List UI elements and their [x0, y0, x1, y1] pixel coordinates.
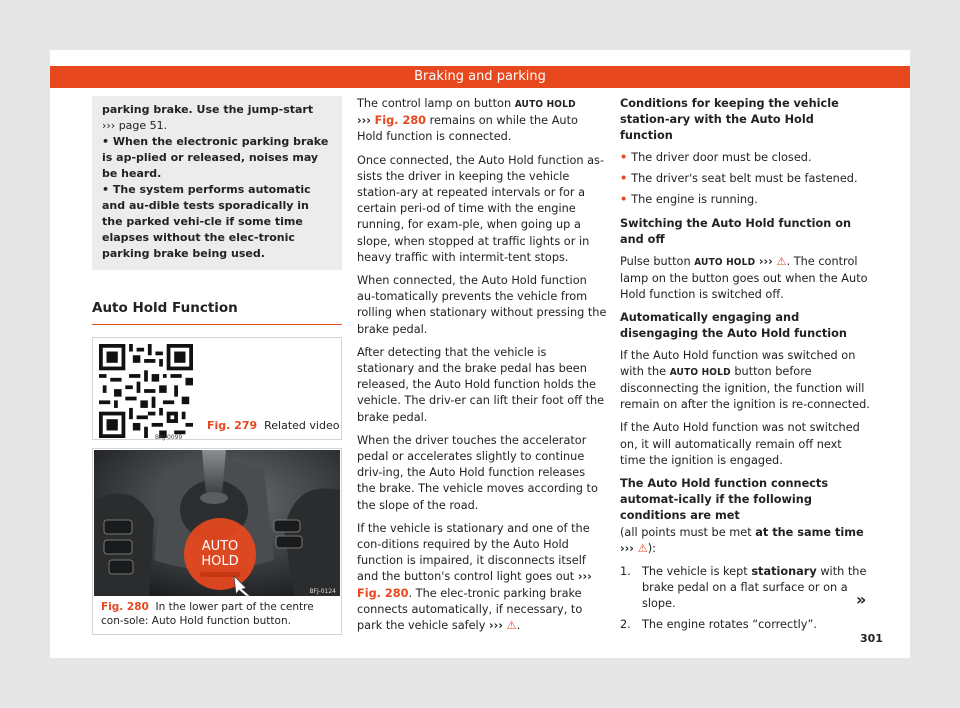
figure-caption-text: In the lower part of the centre con-sole: Auto Hold function button.: [101, 601, 314, 628]
paragraph: When the driver touches the accelerator pedal or accelerates slightly to continue driv-ing, the Auto Hold function releases the brake. The vehicle moves according to the slope of the road.: [357, 433, 598, 512]
note-bullet-2: • The system performs automatic and au-dible tests sporadically in the parked vehi-cle if some time elapses without the elec-tronic parking brake being used.: [102, 183, 311, 260]
paragraph: Once connected, the Auto Hold function as-sists the driver in keeping the vehicle station-ary at repeated intervals or for a certain peri-od of time with the engine running, for exam-ple, when going up a slope, when stopped at traffic lights or in heavy traffic with intermit-tent stops.: [357, 153, 605, 264]
auto-hold-label-line2: HOLD: [201, 554, 239, 570]
paragraph: If the vehicle is stationary and one of the con-ditions required by the Auto Hold function is impaired, it disconnects itself and the button's control light goes out ››› Fig. 280. The elec-tronic parking brake connects automatically, if necessary, to park the vehicle safely ››› ⚠.: [357, 521, 592, 633]
page-number: 301: [860, 632, 883, 645]
bullet-icon: •: [620, 171, 628, 185]
subheading: Conditions for keeping the vehicle station-ary with the Auto Hold function: [620, 97, 839, 143]
column-left: [92, 96, 342, 635]
chapter-header: Braking and parking: [50, 66, 910, 88]
paragraph: When connected, the Auto Hold function au-tomatically prevents the vehicle from rolling when stationary without pressing the brake pedal.: [357, 274, 607, 336]
paragraph: (all points must be met at the same time ››› ⚠):: [620, 525, 864, 555]
auto-hold-button-symbol: AUTO HOLD: [669, 366, 731, 378]
figure-link[interactable]: Fig. 280: [374, 114, 427, 128]
note-box: [92, 96, 342, 270]
note-intro: parking brake. Use the jump-start: [102, 103, 314, 116]
paragraph: The control lamp on button AUTO HOLD ››› Fig. 280 remains on while the Auto Hold function is connected.: [357, 97, 578, 144]
subheading: Switching the Auto Hold function on and off: [620, 217, 852, 247]
column-middle: [357, 96, 607, 641]
subheading: Automatically engaging and disengaging the Auto Hold function: [620, 311, 847, 341]
warning-icon[interactable]: ⚠: [637, 541, 648, 555]
auto-hold-button-symbol: AUTO HOLD: [514, 99, 576, 110]
paragraph: If the Auto Hold function was switched on with the AUTO HOLD button before disconnecting the ignition, the function will remain on after the ignition is re-connected.: [620, 348, 870, 412]
paragraph: Pulse button AUTO HOLD ››› ⚠. The control lamp on the button goes out when the Auto Hold function is switched off.: [620, 254, 868, 302]
figure-279: [92, 337, 342, 440]
bullet-item: • The driver's seat belt must be fastened.: [620, 171, 858, 185]
centre-console-photo: [94, 450, 340, 596]
bullet-item: • The driver door must be closed.: [620, 150, 812, 164]
figure-caption-text: Related video: [264, 419, 340, 433]
section-title: Auto Hold Function: [92, 300, 342, 325]
column-right: [620, 96, 870, 637]
qr-code-icon[interactable]: [99, 344, 193, 438]
warning-icon[interactable]: ⚠: [776, 254, 787, 268]
auto-hold-label-line1: AUTO: [201, 539, 239, 555]
page-link[interactable]: ››› page 51.: [102, 119, 168, 132]
continue-arrow-icon: »: [856, 590, 867, 609]
figure-number: Fig. 279: [207, 419, 258, 433]
figure-caption: [101, 600, 335, 628]
subheading: The Auto Hold function connects automat-ically if the following conditions are met: [620, 477, 829, 523]
paragraph: If the Auto Hold function was not switched on, it will automatically remain off next time the ignition is engaged.: [620, 421, 860, 467]
figure-link[interactable]: Fig. 280: [357, 586, 409, 600]
bullet-item: • The engine is running.: [620, 193, 758, 207]
note-bullet-1: • When the electronic parking brake is ap-plied or released, noises may be heard.: [102, 135, 329, 180]
figure-caption: [207, 418, 339, 434]
figure-280: [92, 448, 342, 635]
warning-icon[interactable]: ⚠: [506, 619, 517, 633]
bullet-icon: •: [620, 150, 628, 164]
paragraph: After detecting that the vehicle is stationary and the brake pedal has been released, the Auto Hold function holds the vehicle. The driv-er can lift their foot off the brake pedal.: [357, 345, 605, 424]
bullet-icon: •: [620, 193, 628, 207]
figure-number: Fig. 280: [101, 601, 149, 614]
list-item: 1. The vehicle is kept stationary with the brake pedal on a flat surface or on a slope.: [620, 565, 867, 611]
qr-code-label: BXJ-0099: [155, 434, 183, 442]
auto-hold-button-symbol: AUTO HOLD: [694, 256, 756, 268]
list-item: 2. The engine rotates “correctly”.: [620, 617, 817, 631]
photo-code: BFJ-0124: [309, 588, 336, 596]
manual-page: [50, 50, 910, 658]
